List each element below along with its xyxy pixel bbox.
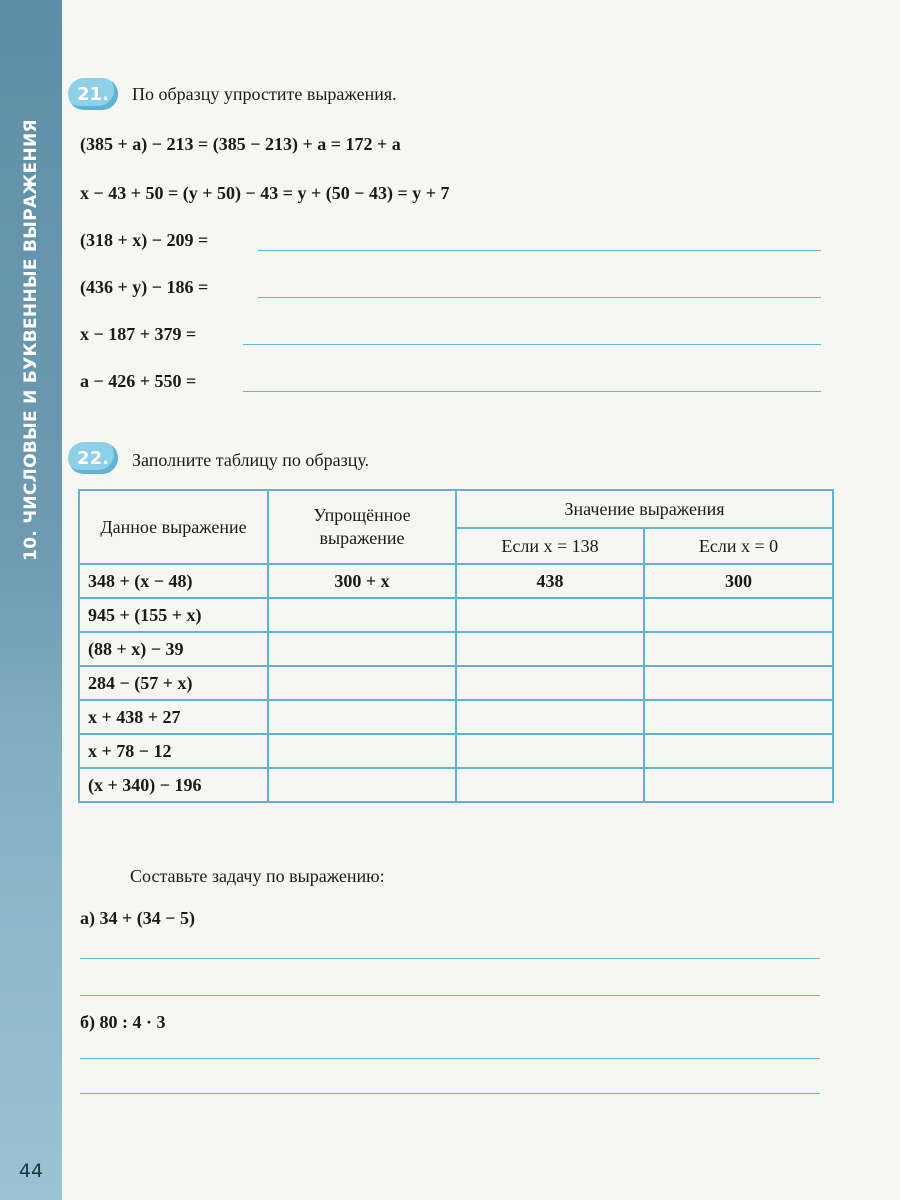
answer-line-1[interactable] (258, 250, 821, 251)
answer-line-a-2[interactable] (80, 995, 820, 996)
task-22-title: Заполните таблицу по образцу. (132, 450, 370, 470)
table-row (79, 564, 833, 598)
cell-value-138[interactable] (456, 598, 644, 632)
example-line-1: (385 + a) − 213 = (385 − 213) + a = 172 + a (80, 134, 401, 154)
task-23-prompt: Составьте задачу по выражению: (130, 866, 385, 886)
header-if-0: Если x = 0 (644, 528, 833, 564)
cell-value-138[interactable] (456, 666, 644, 700)
cell-simplified[interactable] (268, 734, 456, 768)
example-line-2: x − 43 + 50 = (y + 50) − 43 = y + (50 − 43) = y + 7 (80, 183, 450, 203)
answer-line-a-1[interactable] (80, 958, 820, 959)
page-number: 44 (18, 1160, 44, 1182)
header-simplified: Упрощённое выражение (268, 490, 456, 564)
table-row (79, 632, 833, 666)
cell-value-0[interactable] (644, 700, 833, 734)
subtask-b: б) 80 : 4 · 3 (80, 1012, 166, 1032)
cell-given: (x + 340) − 196 (79, 768, 268, 802)
table-row (79, 666, 833, 700)
cell-value-138[interactable] (456, 734, 644, 768)
cell-given: x + 78 − 12 (79, 734, 268, 768)
cell-simplified[interactable] (268, 768, 456, 802)
header-given: Данное выражение (79, 490, 268, 564)
answer-line-3[interactable] (243, 344, 821, 345)
chapter-title: 10. ЧИСЛОВЫЕ И БУКВЕННЫЕ ВЫРАЖЕНИЯ (21, 119, 41, 561)
cell-value-0[interactable] (644, 768, 833, 802)
cell-given: 945 + (155 + x) (79, 598, 268, 632)
exercise-4: a − 426 + 550 = (80, 371, 197, 391)
cell-simplified[interactable] (268, 632, 456, 666)
cell-given: x + 438 + 27 (79, 700, 268, 734)
cell-simplified[interactable] (268, 598, 456, 632)
task-22-badge: 22. (68, 442, 118, 474)
exercise-3: x − 187 + 379 = (80, 324, 197, 344)
cell-value-0: 300 (644, 564, 833, 598)
table-row (79, 598, 833, 632)
table-row (79, 734, 833, 768)
cell-value-0[interactable] (644, 666, 833, 700)
cell-value-138[interactable] (456, 700, 644, 734)
cell-value-0[interactable] (644, 632, 833, 666)
cell-simplified: 300 + x (268, 564, 456, 598)
cell-given: 348 + (x − 48) (79, 564, 268, 598)
task-21-badge: 21. (68, 78, 118, 110)
exercise-2: (436 + y) − 186 = (80, 277, 209, 297)
cell-value-138: 438 (456, 564, 644, 598)
answer-line-2[interactable] (258, 297, 821, 298)
exercise-1: (318 + x) − 209 = (80, 230, 209, 250)
chapter-sidebar (0, 0, 62, 1200)
fill-table (78, 489, 834, 803)
cell-value-138[interactable] (456, 632, 644, 666)
cell-value-0[interactable] (644, 598, 833, 632)
cell-value-0[interactable] (644, 734, 833, 768)
cell-simplified[interactable] (268, 666, 456, 700)
task-21-title: По образцу упростите выражения. (132, 84, 397, 104)
answer-line-b-2[interactable] (80, 1093, 820, 1094)
header-if-138: Если x = 138 (456, 528, 644, 564)
header-value: Значение выражения (456, 490, 833, 528)
cell-simplified[interactable] (268, 700, 456, 734)
answer-line-b-1[interactable] (80, 1058, 820, 1059)
subtask-a: а) 34 + (34 − 5) (80, 908, 195, 928)
cell-given: (88 + x) − 39 (79, 632, 268, 666)
answer-line-4[interactable] (243, 391, 821, 392)
table-row (79, 700, 833, 734)
table-row (79, 768, 833, 802)
cell-value-138[interactable] (456, 768, 644, 802)
cell-given: 284 − (57 + x) (79, 666, 268, 700)
